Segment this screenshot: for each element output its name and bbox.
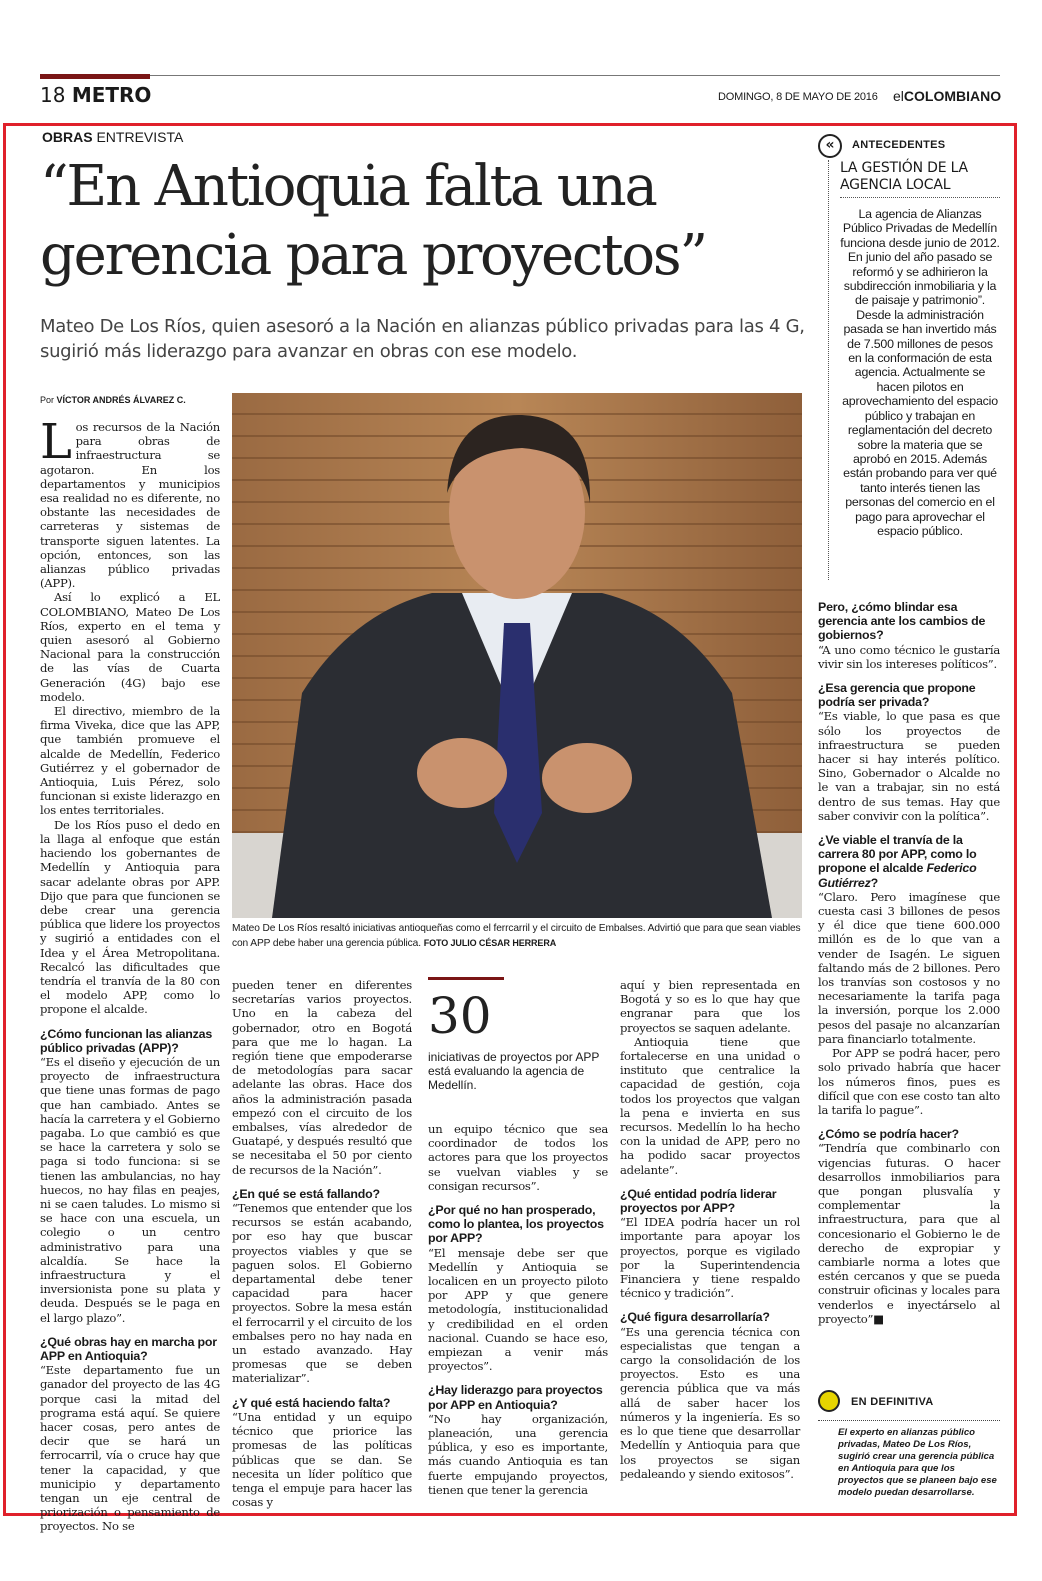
answer: “A uno como técnico le gustaría vivir sin los intereses políticos”.: [818, 642, 1000, 671]
question: ¿Ve viable el tranvía de la carrera 80 por APP, como lo propone el alcalde Federico Gutiérrez?: [818, 833, 977, 890]
en-definitiva-divider: [818, 1420, 1000, 1421]
antecedentes-divider: [840, 197, 1000, 198]
masthead: elCOLOMBIANO: [893, 88, 1002, 104]
question: ¿Y qué está haciendo falta?: [232, 1395, 391, 1410]
antecedentes-label: ANTECEDENTES: [852, 139, 946, 151]
date-line: DOMINGO, 8 DE MAYO DE 2016: [718, 91, 878, 103]
answer: “Tenemos que entender que los recursos se están acabando, por eso hay que buscar proyectos viables y que se paguen solos. El Gobierno departamental debe tener capacidad para hacer proyectos. Sobre la mesa están el ferrocarril y el circuito de los embalses pero no hay nada en un estado avanzado. Hay promesas que se deben materializar”.: [232, 1201, 412, 1386]
answer: “El mensaje debe ser que Medellín y Antioquia se localicen en un proyecto piloto por APP y que genere metodología, institucionalidad y credibilidad en el orden nacional. Cuando se hace eso, empiezan a venir más proyectos”.: [428, 1245, 608, 1374]
answer: “Es el diseño y ejecución de un proyecto de infraestructura que tiene unas formas de pago que han cambiado. Antes se hacía la carretera y el Gobierno pagaba. Lo que cambió es que se hace la carretera y solo se paga si todo funciona: si se tienen las ambulancias, no hay huecos, no hay filas en peajes, ni se caen taludes. Lo mismo si se hace con una escuela, un colegio o un centro administrativo para una alcaldía. Se hace la infraestructura y el inversionista pone su plata y deuda. Después se le paga en el largo plazo”.: [40, 1054, 220, 1325]
photo-credit: FOTO JULIO CÉSAR HERRERA: [423, 938, 557, 948]
answer: “Claro. Pero imagínese que cuesta casi 3 billones de pesos y él dice que tiene 600.000 millón es de lo que van a vender de Isagén. Le siguen faltando más de 2 billones. Pero los tranvías son costosos y no necesariamente la tarifa paga la inversión, porque los 2.000 pesos del pasaje no alcanzarían para financiarlo totalmente.: [818, 889, 1000, 1046]
column-3: un equipo técnico que sea coordinador de todos los actores para que los proyectos se vuelvan viables y se consigan recursos”. ¿Por qué no han prosperado, como lo plantea, los proyectos por APP? “El mensaje debe ser que Medellín y Antioquia se localicen en un proyecto piloto por APP y que genere metodología, institucionalidad y credibilidad en el orden nacional. Cuando se hace eso, empiezan a venir más proyectos”. ¿Hay liderazgo para proyectos por APP en Antioquia? “No hay organización, planeación, una gerencia pública, y eso es importante, más cuando Antioquia es tan fuerte empujando proyectos, tienen que tener la gerencia: [428, 1122, 608, 1497]
question: ¿Cómo funcionan las alianzas público privadas (APP)?: [40, 1026, 213, 1055]
question: ¿Esa gerencia que propone podría ser privada?: [818, 681, 976, 710]
answer: “Una entidad y un equipo técnico que priorice las promesas de las políticas públicas que se dan. Se necesita un líder político que tenga el empuje para hacer las cosas y: [232, 1409, 412, 1510]
column-4: aquí y bien representada en Bogotá y so es lo que hay que engranar para que los proyectos se saquen adelante. Antioquia tiene que fortalecerse en una unidad o instituto que centralice la capacidad de gestión, coja todos los proyectos que valgan la pena e invierta en sus recursos. Medellín lo ha hecho con la unidad de APP, pero no ha podido sacar proyectos adelante”. ¿Qué entidad podría liderar proyectos por APP? “El IDEA podría hacer un rol importante para apoyar los proyectos, porque es vigilado por la Superintendencia Financiera y tiene respaldo técnico y tradición”. ¿Qué figura desarrollaría? “Es una gerencia técnica con especialistas que tengan a cargo la consolidación de los proyectos. Esto es una gerencia pública que va más allá de saber hacer los números y la ingeniería. Es so es lo que tiene que desarrollar Medellín y Antioquia para que los proyectos se sigan pedaleando y siendo exitosos”.: [620, 978, 800, 1481]
section-name: METRO: [71, 83, 152, 107]
en-definitiva-body: El experto en alianzas público privadas, Mateo De Los Ríos, sugirió crear una gerencia pública en Antioquia para que los proyectos que se planeen bajo ese modelo puedan desarrollarse.: [838, 1427, 997, 1498]
question: ¿Qué obras hay en marcha por APP en Antioquia?: [40, 1334, 217, 1363]
answer: “Es una gerencia técnica con especialistas que tengan a cargo la consolidación de los proyectos. Esto es una gerencia pública que va más allá de saber hacer los números y la ingeniería. Es so es lo que tiene que desarrollar Medellín y Antioquia para que los proyectos se sigan pedaleando y siendo exitosos”.: [620, 1324, 800, 1481]
column-2: pueden tener en diferentes secretarías varios proyectos. Uno en la cabeza del gobernador, otro en Bogotá para que me lo hagan. La región tiene que empoderarse de metodologías para sacar adelante las obras. Hace dos años la administración pasada empezó con el circuito de los embalses, vías alrededor de Guatapé, y después resultó que se necesitaba el 50 por ciento de recursos de la Nación”. ¿En qué se está fallando? “Tenemos que entender que los recursos se están acabando, por eso hay que buscar proyectos viables y que se paguen solos. El Gobierno departamental debe tener capacidad para hacer proyectos. Sobre la mesa están el ferrocarril y el circuito de los embalses pero no hay nada en un estado avanzado. Hay promesas que se deben materializar”. ¿Y qué está haciendo falta? “Una entidad y un equipo técnico que priorice las promesas de las políticas públicas que se dan. Se necesita un líder político que tenga el empuje para hacer las cosas y: [232, 978, 412, 1510]
stat-accent-bar: [428, 977, 504, 980]
en-definitiva-icon: [818, 1390, 840, 1412]
photo-caption: Mateo De Los Ríos resaltó iniciativas antioqueñas como el ferrcarril y el circuito de Embalses. Advirtió que para que sean viables con APP debe haber una gerencia pública. FOTO JULIO CÉSAR HERRERA: [232, 923, 801, 949]
antecedentes-icon: «: [818, 134, 842, 158]
subheadline: Mateo De Los Ríos, quien asesoró a la Nación en alianzas público privadas para las 4 G, sugirió más liderazgo para avanzar en obras con ese modelo.: [40, 316, 805, 362]
byline: Por VÍCTOR ANDRÉS ÁLVAREZ C.: [40, 395, 186, 405]
answer: “No hay organización, planeación, una gerencia pública, y eso es importante, más cuando Antioquia es tan fuerte empujando proyectos, tienen que tener la gerencia: [428, 1411, 608, 1497]
answer: “El IDEA podría hacer un rol importante para apoyar los proyectos, porque es vigilado por la Superintendencia Financiera y tiene respaldo técnico y tradición”.: [620, 1215, 800, 1301]
end-mark: ■: [873, 1311, 884, 1326]
antecedentes-body: La agencia de Alianzas Público Privadas de Medellín funciona desde junio de 2012. En junio del año pasado se reformó y se adhirieron la subdirección inmobiliaria y la de paisaje y patrimonio”. Desde la administración pasada se han invertido más de 7.500 millones de pesos en la conformación de esta agencia. Actualmente se hacen pilotos en aprovechamiento del espacio público y trabajan en reglamentación del decreto sobre la materia que se aprobó en 2015. Además están probando para ver qué tanto interés tienen las personas del comercio en el pago para aprovechar el espacio público.: [840, 207, 1000, 538]
question: ¿Cómo se podría hacer?: [818, 1127, 959, 1142]
antecedentes-title: LA GESTIÓN DE LA AGENCIA LOCAL: [840, 160, 968, 193]
answer: “Es viable, lo que pasa es que sólo los proyectos de infraestructura se pueden hacer si hay interés político. Sino, Gobernador o Alcalde no le van a trabajar, sin no está dentro de sus temas. Hay que saber convivir con la política”.: [818, 709, 1000, 823]
question: ¿Por qué no han prosperado, como lo plantea, los proyectos por APP?: [428, 1203, 604, 1246]
antecedentes-rule: [828, 160, 829, 580]
question: ¿Qué entidad podría liderar proyectos por APP?: [620, 1186, 777, 1216]
en-definitiva-label: EN DEFINITIVA: [851, 1396, 934, 1408]
question: Pero, ¿cómo blindar esa gerencia ante los cambios de gobiernos?: [818, 600, 986, 643]
stat-text: iniciativas de proyectos por APP está evaluando la agencia de Medellín.: [428, 1050, 600, 1092]
dropcap: L: [40, 414, 72, 470]
answer: “Este departamento fue un ganador del proyecto de las 4G porque casi la mitad del programa está aquí. Se quiere hacer cosas, pero antes de decir que se hará un ferrocarril, vía o cruce hay que tener la capacidad, y que municipio y departamento tengan un eje central de priorización o pensamiento de proyectos. No se: [40, 1363, 220, 1534]
portrait-illustration: [232, 393, 802, 918]
question: ¿Qué figura desarrollaría?: [620, 1310, 770, 1325]
column-5: Pero, ¿cómo blindar esa gerencia ante los cambios de gobiernos? “A uno como técnico le gustaría vivir sin los intereses políticos”. ¿Esa gerencia que propone podría ser privada? “Es viable, lo que pasa es que sólo los proyectos de infraestructura se pueden hacer si hay interés político. Sino, Gobernador o Alcalde no le van a trabajar, sin no está dentro de sus temas. Hay que saber convivir con la política”. ¿Ve viable el tranvía de la carrera 80 por APP, como lo propone el alcalde Federico Gutiérrez? “Claro. Pero imagínese que cuesta casi 3 billones de pesos y él dice que tiene 600.000 millón es de lo que van a vender de Isagén. Le siguen faltando más de 2 billones. Pero los tranvías son costosos y no necesariamente la tarifa paga la inversión, porque los 2.000 pesos del pasaje no alcanzarían para financiarlo totalmente. Por APP se podrá hacer, pero solo privado habría que hacer los números finos, pues es difícil que con ese costo tan alto la tarifa lo pague”. ¿Cómo se podría hacer? “Tendría que combinarlo con vigencias futuras. O hacer desarrollos inmobiliarios para que pongan plusvalía y complementar la infraestructura, para que al concesionario el Gobierno le de derecho de expropiar y cambiarle norma a lotes que estén cercanos y que se pueda construir oficinas y locales para venderlos e inyectárselo al proyecto”■: [818, 600, 1000, 1326]
kicker: OBRAS ENTREVISTA: [42, 129, 184, 145]
question: ¿Hay liderazgo para proyectos por APP en Antioquia?: [428, 1383, 603, 1412]
interview-photo: [232, 393, 802, 918]
answer: “Tendría que combinarlo con vigencias futuras. O hacer desarrollos inmobiliarios para que pongan plusvalía y complementar la infraestructura, para que al concesionario el Gobierno le de derecho de expropiar y cambiarle norma a lotes que estén cercanos y que se pueda construir oficinas y locales para venderlos e inyectárselo al proyecto”■: [818, 1141, 1000, 1326]
page-header: [40, 83, 151, 107]
header-rule: [40, 75, 1000, 76]
stat-number: 30: [428, 987, 492, 1045]
page-number: 18: [40, 83, 66, 107]
section-accent-bar: [40, 74, 150, 79]
headline: “En Antioquia falta una gerencia para proyectos”: [40, 154, 706, 288]
question: ¿En qué se está fallando?: [232, 1186, 380, 1201]
column-1: Los recursos de la Nación para obras de infraestructura se agotaron. En los departamentos y municipios esa realidad no es diferente, no obstante las necesidades de carreteras y sistemas de transporte siguen latentes. La opción, entonces, son las alianzas público privadas (APP). Así lo explicó a EL COLOMBIANO, Mateo De Los Ríos, experto en el tema y quien asesoró al Gobierno Nacional para la construcción de las vías de Cuarta Generación (4G) bajo ese modelo. El directivo, miembro de la firma Viveka, dice que las APP, que también promueve el alcalde de Medellín, Federico Gutiérrez y el gobernador de Antioquia, Luis Pérez, solo funcionan si existe liderazgo en los entes territoriales. De los Ríos puso el dedo en la llaga al enfoque que están haciendo los gobernantes de Medellín y Antioquia para sacar adelante obras por APP. Dijo que para que funcionen se debe crear una gerencia pública que lidere los proyectos y sugirió a entidades con el Idea y el Área Metropolitana. Recalcó las dificultades que tendría el tranvía de la 80 con el modelo APP, como lo propone el alcalde. ¿Cómo funcionan las alianzas público privadas (APP)? “Es el diseño y ejecución de un proyecto de infraestructura que tiene unas formas de pago que han cambiado. Antes se hacía la carretera y el Gobierno pagaba. Lo que cambió es que se hace la carretera y solo se paga si todo funciona: si se tienen las ambulancias, no hay huecos, no hay filas en peajes, ni se caen taludes. Lo mismo si se hace con una escuela, un colegio o un centro administrativo para una alcaldía. Se hace la infraestructura y el inversionista pone su plata y deuda. Después se le paga en el largo plazo”. ¿Qué obras hay en marcha por APP en Antioquia? “Este departamento fue un ganador del proyecto de las 4G porque casi la mitad del programa está aquí. Se quiere hacer cosas, pero antes de decir que se hará un ferrocarril, vía o cruce hay que tener la capacidad, y que municipio y departamento tengan un eje central de priorización o pensamiento de proyectos. No se: [40, 414, 220, 1534]
